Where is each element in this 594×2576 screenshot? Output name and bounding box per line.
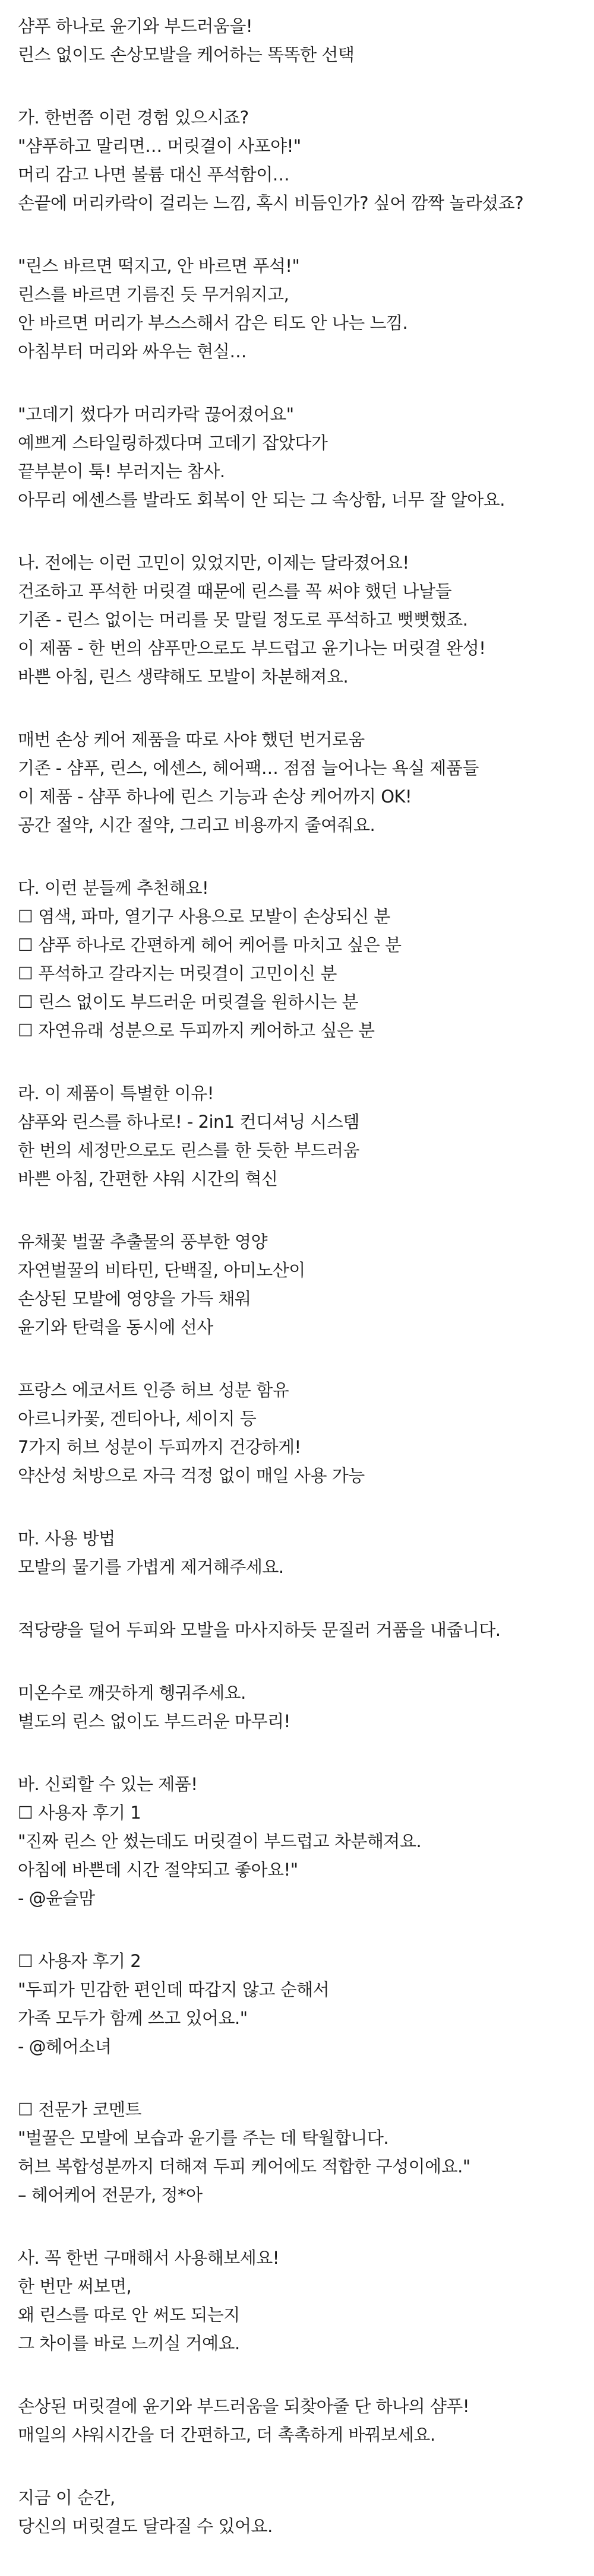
- review-text: 아침에 바쁜데 시간 절약되고 좋아요!": [18, 1860, 298, 1880]
- usage-step: 모발의 물기를 가볍게 제거해주세요.: [18, 1557, 284, 1577]
- section-ga-heading-block: [18, 103, 576, 217]
- text-line: 손끝에 머리카락이 걸리는 느낌, 혹시 비듬인가? 싶어 깜짝 놀라셨죠?: [18, 193, 524, 213]
- text-line: "고데기 썼다가 머리카락 끊어졌어요": [18, 404, 294, 424]
- section-ga-paragraph-2: [18, 252, 576, 366]
- text-line: 한 번의 세정만으로도 린스를 한 듯한 부드러움: [18, 1140, 360, 1160]
- review-text: 허브 복합성분까지 더해져 두피 케어에도 적합한 구성이에요.": [18, 2156, 470, 2177]
- text-line: 손상된 머릿결에 윤기와 부드러움을 되찾아줄 단 하나의 샴푸!: [18, 2396, 470, 2416]
- section-ba-expert: [18, 2095, 576, 2209]
- text-line: 윤기와 탄력을 동시에 선사: [18, 1317, 213, 1337]
- section-heading: 가. 한번쯤 이런 경험 있으시죠?: [18, 107, 249, 128]
- text-line: 샴푸와 린스를 하나로! - 2in1 컨디셔닝 시스템: [18, 1112, 359, 1132]
- text-line: 안 바르면 머리가 부스스해서 감은 티도 안 나는 느낌.: [18, 313, 408, 333]
- text-line: "샴푸하고 말리면… 머릿결이 사포야!": [18, 136, 301, 156]
- review-text: "벌꿀은 모발에 보습과 윤기를 주는 데 탁월합니다.: [18, 2128, 389, 2148]
- text-line: 유채꽃 벌꿀 추출물의 풍부한 영양: [18, 1232, 268, 1252]
- section-ra-paragraph-3: [18, 1376, 576, 1490]
- text-line: 기존 - 샴푸, 린스, 에센스, 헤어팩… 점점 늘어나는 욕실 제품들: [18, 758, 479, 778]
- section-sa-paragraph-1: [18, 2244, 576, 2358]
- section-ma-usage: [18, 1524, 576, 1581]
- text-line: 자연벌꿀의 비타민, 단백질, 아미노산이: [18, 1260, 305, 1280]
- section-ra-paragraph-1: [18, 1079, 576, 1193]
- text-line: 아침부터 머리와 싸우는 현실…: [18, 341, 247, 361]
- text-line: 끝부분이 툭! 부러지는 참사.: [18, 461, 225, 481]
- checklist-item: ☐ 샴푸 하나로 간편하게 헤어 케어를 마치고 싶은 분: [18, 935, 402, 955]
- review-title: ☐ 사용자 후기 2: [18, 1951, 141, 1971]
- review-text: "두피가 민감한 편인데 따갑지 않고 순해서: [18, 1979, 330, 2000]
- intro-line: 샴푸 하나로 윤기와 부드러움을!: [18, 16, 252, 36]
- review-author: - @헤어소녀: [18, 2036, 112, 2057]
- text-line: "린스 바르면 떡지고, 안 바르면 푸석!": [18, 256, 300, 276]
- text-line: 바쁜 아침, 린스 생략해도 모발이 차분해져요.: [18, 667, 349, 687]
- section-sa-paragraph-3: [18, 2483, 576, 2540]
- text-line: 건조하고 푸석한 머릿결 때문에 린스를 꼭 써야 했던 나날들: [18, 581, 452, 601]
- review-text: 가족 모두가 함께 쓰고 있어요.": [18, 2008, 248, 2028]
- text-line: 당신의 머릿결도 달라질 수 있어요.: [18, 2516, 273, 2536]
- review-text: "진짜 린스 안 썼는데도 머릿결이 부드럽고 차분해져요.: [18, 1831, 422, 1851]
- section-heading: 바. 신뢰할 수 있는 제품!: [18, 1774, 198, 1794]
- text-line: 아르니카꽃, 겐티아나, 세이지 등: [18, 1408, 257, 1429]
- text-line: 7가지 허브 성분이 두피까지 건강하게!: [18, 1437, 301, 1457]
- text-line: 바쁜 아침, 간편한 샤워 시간의 혁신: [18, 1169, 278, 1189]
- usage-step: 별도의 린스 없이도 부드러운 마무리!: [18, 1711, 290, 1731]
- text-line: 이 제품 - 샴푸 하나에 린스 기능과 손상 케어까지 OK!: [18, 786, 412, 807]
- text-line: 기존 - 린스 없이는 머리를 못 말릴 정도로 푸석하고 뻣뻣했죠.: [18, 610, 468, 630]
- section-ra-paragraph-2: [18, 1227, 576, 1341]
- section-heading: 나. 전에는 이런 고민이 있었지만, 이제는 달라졌어요!: [18, 553, 409, 573]
- intro-line: 린스 없이도 손상모발을 케어하는 똑똑한 선택: [18, 45, 355, 65]
- text-line: 이 제품 - 한 번의 샴푸만으로도 부드럽고 윤기나는 머릿결 완성!: [18, 638, 486, 658]
- text-line: 약산성 처방으로 자극 걱정 없이 매일 사용 가능: [18, 1465, 365, 1486]
- intro-paragraph: [18, 12, 576, 69]
- checklist-item: ☐ 린스 없이도 부드러운 머릿결을 원하시는 분: [18, 992, 359, 1012]
- review-author: – 헤어케어 전문가, 정*아: [18, 2185, 203, 2205]
- text-line: 손상된 모발에 영양을 가득 채워: [18, 1289, 251, 1309]
- checklist-item: ☐ 자연유래 성분으로 두피까지 케어하고 싶은 분: [18, 1020, 375, 1040]
- usage-step: 적당량을 덜어 두피와 모발을 마사지하듯 문질러 거품을 내줍니다.: [18, 1620, 501, 1640]
- section-heading: 라. 이 제품이 특별한 이유!: [18, 1083, 214, 1103]
- section-ga-paragraph-3: [18, 400, 576, 514]
- section-ba-review-2: [18, 1947, 576, 2061]
- text-line: 지금 이 순간,: [18, 2488, 115, 2508]
- text-line: 공간 절약, 시간 절약, 그리고 비용까지 줄여줘요.: [18, 815, 375, 835]
- section-heading: 사. 꼭 한번 구매해서 사용해보세요!: [18, 2248, 279, 2268]
- section-na-paragraph-1: [18, 548, 576, 691]
- review-title: ☐ 사용자 후기 1: [18, 1803, 141, 1823]
- checklist-item: ☐ 염색, 파마, 열기구 사용으로 모발이 손상되신 분: [18, 906, 390, 927]
- section-heading: 다. 이런 분들께 추천해요!: [18, 878, 209, 898]
- section-na-paragraph-2: [18, 725, 576, 839]
- section-da-checklist: [18, 874, 576, 1045]
- text-line: 왜 린스를 따로 안 써도 되는지: [18, 2305, 240, 2325]
- section-ma-step-3: [18, 1679, 576, 1736]
- text-line: 린스를 바르면 기름진 듯 무거워지고,: [18, 284, 289, 304]
- text-line: 한 번만 써보면,: [18, 2276, 132, 2296]
- checklist-item: ☐ 푸석하고 갈라지는 머릿결이 고민이신 분: [18, 963, 337, 984]
- section-heading: 마. 사용 방법: [18, 1528, 115, 1549]
- review-author: - @윤슬맘: [18, 1888, 95, 1908]
- text-line: 예쁘게 스타일링하겠다며 고데기 잡았다가: [18, 433, 328, 453]
- text-line: 매일의 샤워시간을 더 간편하고, 더 촉촉하게 바꿔보세요.: [18, 2425, 435, 2445]
- text-line: 머리 감고 나면 볼륨 대신 푸석함이…: [18, 164, 290, 185]
- review-title: ☐ 전문가 코멘트: [18, 2099, 142, 2120]
- usage-step: 미온수로 깨끗하게 헹궈주세요.: [18, 1683, 246, 1703]
- section-ma-step-2: [18, 1616, 576, 1644]
- text-line: 프랑스 에코서트 인증 허브 성분 함유: [18, 1380, 289, 1400]
- section-sa-paragraph-2: [18, 2392, 576, 2449]
- section-ba-review-1: [18, 1770, 576, 1912]
- text-line: 그 차이를 바로 느끼실 거예요.: [18, 2333, 240, 2353]
- text-line: 매번 손상 케어 제품을 따로 사야 했던 번거로움: [18, 729, 365, 750]
- text-line: 아무리 에센스를 발라도 회복이 안 되는 그 속상함, 너무 잘 알아요.: [18, 490, 505, 510]
